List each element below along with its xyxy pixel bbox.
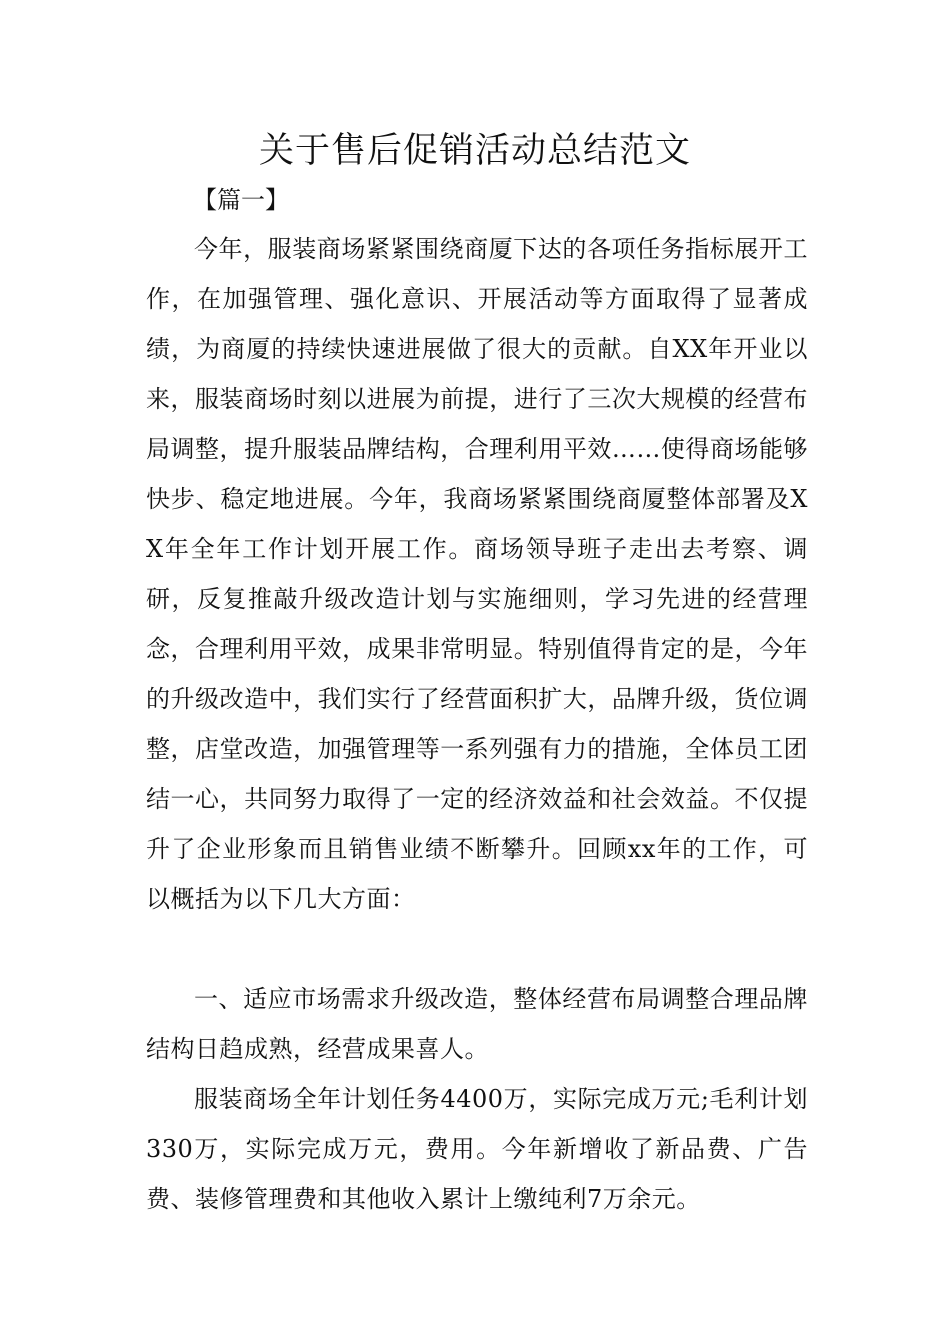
paragraph-2: 一、适应市场需求升级改造，整体经营布局调整合理品牌结构日趋成熟，经营成果喜人。	[146, 985, 808, 1063]
paragraph-1: 今年，服装商场紧紧围绕商厦下达的各项任务指标展开工作，在加强管理、强化意识、开展活动等方面取得了显著成绩，为商厦的持续快速进展做了很大的贡献。自XX年开业以来，服装商场时刻以进展为前提，进行了三次大规模的经营布局调整，提升服装品牌结构，合理利用平效……使得商场能够快步、稳定地进展。今年，我商场紧紧围绕商厦整体部署及XX年全年工作计划开展工作。商场领导班子走出去考察、调研，反复推敲升级改造计划与实施细则，学习先进的经营理念，合理利用平效，成果非常明显。特别值得肯定的是，今年的升级改造中，我们实行了经营面积扩大，品牌升级，货位调整，店堂改造，加强管理等一系列强有力的措施，全体员工团结一心，共同努力取得了一定的经济效益和社会效益。不仅提升了企业形象而且销售业绩不断攀升。回顾xx年的工作，可以概括为以下几大方面：	[146, 235, 808, 913]
paragraph-3: 服装商场全年计划任务4400万，实际完成万元;毛利计划330万，实际完成万元，费用。今年新增收了新品费、广告费、装修管理费和其他收入累计上缴纯利7万余元。	[146, 1085, 808, 1213]
document-title: 关于售后促销活动总结范文	[258, 131, 691, 171]
section-label: 【篇一】	[193, 186, 289, 214]
